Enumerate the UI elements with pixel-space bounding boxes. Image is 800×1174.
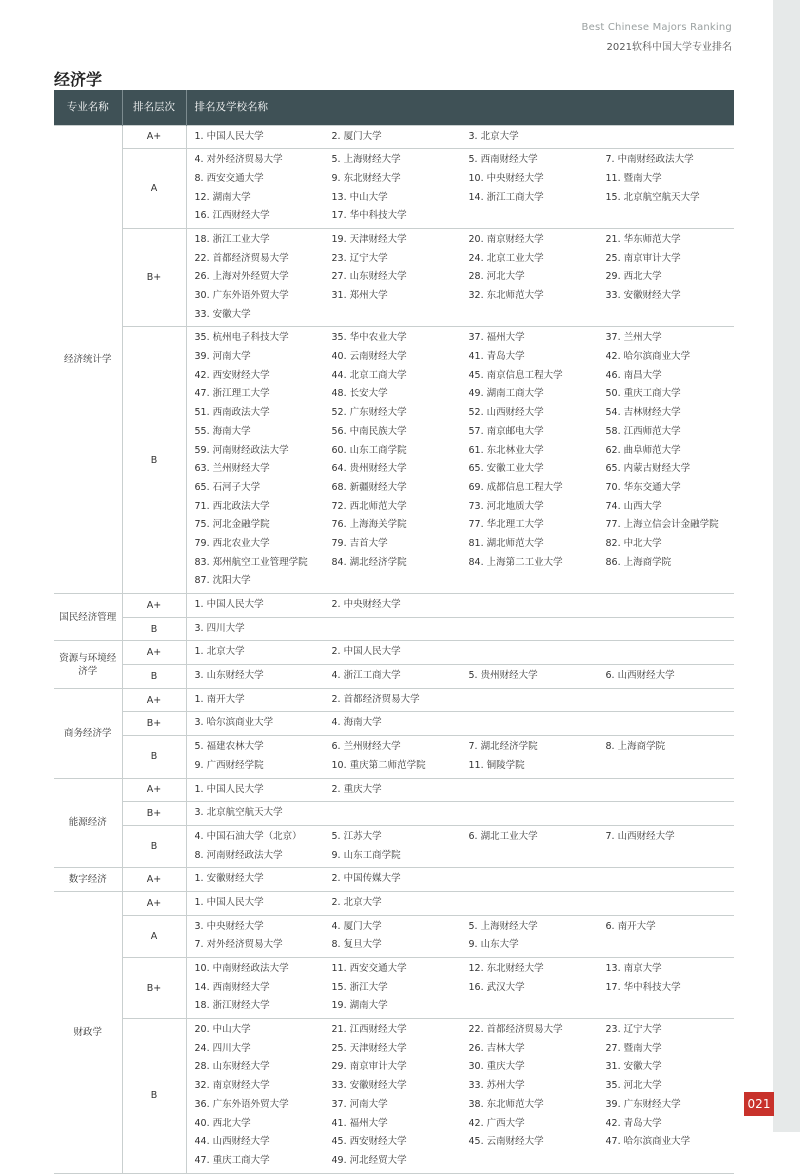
school-entry: 16. 武汉大学 xyxy=(468,981,525,993)
major-name: 能源经济 xyxy=(54,778,122,868)
school-entry: 33. 苏州大学 xyxy=(468,1080,525,1092)
table-row xyxy=(54,958,734,1019)
school-entry: 18. 浙江财经大学 xyxy=(194,1000,270,1012)
table-row xyxy=(54,125,734,149)
school-entry: 75. 河北金融学院 xyxy=(194,519,270,531)
major-name: 经济统计学 xyxy=(54,125,122,594)
school-entry: 4. 中国石油大学（北京） xyxy=(194,830,302,842)
school-list xyxy=(186,665,734,689)
tier-label: A+ xyxy=(122,594,186,618)
school-entry: 33. 安徽财经大学 xyxy=(331,1080,407,1092)
school-entry: 1. 安徽财经大学 xyxy=(194,873,264,885)
school-entry: 56. 中南民族大学 xyxy=(331,425,407,437)
school-entry: 39. 河南大学 xyxy=(194,351,251,363)
school-grid xyxy=(195,714,735,733)
tier-label: B xyxy=(122,327,186,594)
header-chinese-title: 2021软科中国大学专业排名 xyxy=(606,42,732,53)
table-row xyxy=(54,665,734,689)
major-name: 资源与环境经济学 xyxy=(54,641,122,688)
school-entry: 81. 湖北师范大学 xyxy=(468,537,544,549)
school-entry: 2. 中国传媒大学 xyxy=(331,873,401,885)
school-list xyxy=(186,149,734,229)
table-row xyxy=(54,778,734,802)
school-entry: 25. 南京审计大学 xyxy=(605,252,681,264)
header-major-name: 专业名称 xyxy=(54,90,122,125)
school-list xyxy=(186,802,734,826)
header-english-title: Best Chinese Majors Ranking xyxy=(581,22,732,33)
school-entry: 35. 河北大学 xyxy=(605,1080,662,1092)
school-entry: 7. 山西财经大学 xyxy=(605,830,675,842)
school-entry: 9. 东北财经大学 xyxy=(331,172,401,184)
school-entry: 5. 上海财经大学 xyxy=(331,154,401,166)
school-entry: 33. 安徽大学 xyxy=(194,308,251,320)
school-entry: 52. 山西财经大学 xyxy=(468,407,544,419)
school-entry: 68. 新疆财经大学 xyxy=(331,481,407,493)
school-grid xyxy=(195,828,735,865)
school-entry: 63. 兰州财经大学 xyxy=(194,463,270,475)
school-grid xyxy=(195,151,735,226)
school-grid xyxy=(195,596,735,615)
school-grid xyxy=(195,128,735,147)
tier-label: B xyxy=(122,1019,186,1174)
school-entry: 31. 郑州大学 xyxy=(331,290,388,301)
table-row xyxy=(54,327,734,594)
school-entry: 3. 北京大学 xyxy=(468,130,519,142)
school-entry: 18. 浙江工业大学 xyxy=(194,233,270,245)
major-name: 国民经济管理 xyxy=(54,594,122,641)
right-margin-strip xyxy=(773,0,800,1132)
school-list xyxy=(186,1019,734,1174)
school-grid xyxy=(195,620,735,639)
school-entry: 11. 西安交通大学 xyxy=(331,963,407,974)
school-grid xyxy=(195,667,735,686)
school-entry: 1. 中国人民大学 xyxy=(194,896,264,908)
tier-label: B xyxy=(122,617,186,641)
school-entry: 30. 广东外语外贸大学 xyxy=(194,290,289,301)
school-entry: 49. 湖南工商大学 xyxy=(468,388,544,400)
school-entry: 17. 华中科技大学 xyxy=(605,981,681,993)
school-grid xyxy=(195,918,735,955)
school-entry: 84. 上海第二工业大学 xyxy=(468,556,563,568)
school-entry: 6. 兰州财经大学 xyxy=(331,741,401,753)
table-row xyxy=(54,617,734,641)
school-entry: 29. 西北大学 xyxy=(605,271,662,283)
school-entry: 79. 吉首大学 xyxy=(331,537,388,549)
school-entry: 15. 北京航空航天大学 xyxy=(605,191,700,203)
table-row xyxy=(54,641,734,665)
school-entry: 15. 浙江大学 xyxy=(331,981,388,993)
school-entry: 36. 广东外语外贸大学 xyxy=(194,1098,289,1110)
tier-label: A+ xyxy=(122,778,186,802)
school-list xyxy=(186,327,734,594)
school-entry: 17. 华中科技大学 xyxy=(331,210,407,222)
table-row xyxy=(54,868,734,892)
school-grid xyxy=(195,1021,735,1171)
school-list xyxy=(186,688,734,712)
school-entry: 37. 河南大学 xyxy=(331,1098,388,1110)
school-grid xyxy=(195,960,735,1016)
school-entry: 29. 南京审计大学 xyxy=(331,1061,407,1073)
school-entry: 40. 西北大学 xyxy=(194,1117,251,1129)
school-entry: 35. 华中农业大学 xyxy=(331,332,407,344)
school-entry: 33. 安徽财经大学 xyxy=(605,290,681,301)
school-entry: 59. 河南财经政法大学 xyxy=(194,444,289,456)
tier-label: A+ xyxy=(122,868,186,892)
school-entry: 19. 天津财经大学 xyxy=(331,233,407,245)
school-entry: 3. 北京航空航天大学 xyxy=(194,807,283,819)
school-entry: 4. 对外经济贸易大学 xyxy=(194,154,283,166)
table-row xyxy=(54,802,734,826)
school-entry: 38. 东北师范大学 xyxy=(468,1098,544,1110)
table-row xyxy=(54,736,734,778)
school-entry: 5. 上海财经大学 xyxy=(468,920,538,932)
tier-label: B xyxy=(122,736,186,778)
school-entry: 8. 复旦大学 xyxy=(331,939,382,951)
school-entry: 5. 西南财经大学 xyxy=(468,154,538,166)
school-list xyxy=(186,594,734,618)
school-entry: 45. 西安财经大学 xyxy=(331,1136,407,1148)
school-entry: 24. 四川大学 xyxy=(194,1042,251,1054)
tier-label: A xyxy=(122,149,186,229)
school-entry: 20. 南京财经大学 xyxy=(468,233,544,245)
school-entry: 28. 山东财经大学 xyxy=(194,1061,270,1073)
school-entry: 5. 江苏大学 xyxy=(331,830,382,842)
school-entry: 30. 重庆大学 xyxy=(468,1061,525,1073)
major-name: 数字经济 xyxy=(54,868,122,892)
school-entry: 1. 中国人民大学 xyxy=(194,130,264,142)
school-entry: 60. 山东工商学院 xyxy=(331,444,407,456)
school-entry: 10. 中南财经政法大学 xyxy=(194,963,289,974)
tier-label: A+ xyxy=(122,641,186,665)
school-entry: 19. 湖南大学 xyxy=(331,1000,388,1012)
school-entry: 50. 重庆工商大学 xyxy=(605,388,681,400)
table-row xyxy=(54,594,734,618)
tier-label: B xyxy=(122,825,186,867)
school-entry: 62. 曲阜师范大学 xyxy=(605,444,681,456)
school-entry: 27. 山东财经大学 xyxy=(331,271,407,283)
school-entry: 32. 东北师范大学 xyxy=(468,290,544,301)
tier-label: B+ xyxy=(122,958,186,1019)
school-entry: 41. 青岛大学 xyxy=(468,351,525,363)
school-grid xyxy=(195,329,735,591)
school-entry: 37. 福州大学 xyxy=(468,332,525,344)
school-entry: 6. 山西财经大学 xyxy=(605,670,675,682)
school-entry: 69. 成都信息工程大学 xyxy=(468,481,563,493)
school-grid xyxy=(195,781,735,800)
school-entry: 49. 河北经贸大学 xyxy=(331,1154,407,1166)
school-entry: 2. 中国人民大学 xyxy=(331,646,401,658)
table-row xyxy=(54,228,734,326)
school-entry: 21. 华东师范大学 xyxy=(605,233,681,245)
school-entry: 13. 中山大学 xyxy=(331,191,388,203)
school-list xyxy=(186,915,734,957)
school-entry: 47. 浙江理工大学 xyxy=(194,388,270,400)
school-entry: 76. 上海海关学院 xyxy=(331,519,407,531)
school-list xyxy=(186,891,734,915)
school-entry: 3. 四川大学 xyxy=(194,622,245,634)
school-entry: 8. 河南财经政法大学 xyxy=(194,849,283,861)
school-entry: 37. 兰州大学 xyxy=(605,332,662,344)
tier-label: A xyxy=(122,915,186,957)
school-entry: 1. 南开大学 xyxy=(194,693,245,705)
school-entry: 1. 中国人民大学 xyxy=(194,783,264,795)
school-entry: 42. 广西大学 xyxy=(468,1117,525,1129)
school-entry: 4. 海南大学 xyxy=(331,717,382,729)
school-grid xyxy=(195,643,735,662)
school-entry: 10. 中央财经大学 xyxy=(468,172,544,184)
school-entry: 5. 福建农林大学 xyxy=(194,741,264,753)
school-entry: 24. 北京工业大学 xyxy=(468,252,544,264)
tier-label: B+ xyxy=(122,712,186,736)
ranking-table xyxy=(54,90,734,1174)
school-entry: 61. 东北林业大学 xyxy=(468,444,544,456)
school-list xyxy=(186,712,734,736)
table-row xyxy=(54,825,734,867)
school-entry: 48. 长安大学 xyxy=(331,388,388,400)
school-entry: 31. 安徽大学 xyxy=(605,1061,662,1073)
school-entry: 87. 沈阳大学 xyxy=(194,575,251,587)
school-entry: 32. 南京财经大学 xyxy=(194,1080,270,1092)
table-row xyxy=(54,688,734,712)
table-body xyxy=(54,125,734,1173)
school-entry: 12. 湖南大学 xyxy=(194,191,251,203)
school-entry: 65. 安徽工业大学 xyxy=(468,463,544,475)
school-entry: 27. 暨南大学 xyxy=(605,1042,662,1054)
table-row xyxy=(54,712,734,736)
school-entry: 46. 南昌大学 xyxy=(605,369,662,381)
tier-label: B xyxy=(122,665,186,689)
school-entry: 11. 铜陵学院 xyxy=(468,759,525,771)
page-number: 021 xyxy=(744,1092,774,1116)
school-entry: 3. 山东财经大学 xyxy=(194,670,264,682)
school-grid xyxy=(195,894,735,913)
tier-label: A+ xyxy=(122,125,186,149)
school-entry: 14. 西南财经大学 xyxy=(194,981,270,993)
school-grid xyxy=(195,231,735,324)
school-entry: 45. 云南财经大学 xyxy=(468,1136,544,1148)
school-entry: 1. 中国人民大学 xyxy=(194,599,264,610)
school-entry: 9. 广西财经学院 xyxy=(194,759,264,771)
school-entry: 26. 上海对外经贸大学 xyxy=(194,271,289,283)
school-grid xyxy=(195,738,735,775)
table-row xyxy=(54,149,734,229)
school-entry: 9. 山东大学 xyxy=(468,939,519,951)
school-entry: 6. 湖北工业大学 xyxy=(468,830,538,842)
school-entry: 73. 河北地质大学 xyxy=(468,500,544,512)
school-entry: 52. 广东财经大学 xyxy=(331,407,407,419)
tier-label: B+ xyxy=(122,228,186,326)
school-entry: 20. 中山大学 xyxy=(194,1024,251,1036)
tier-label: A+ xyxy=(122,891,186,915)
school-entry: 3. 哈尔滨商业大学 xyxy=(194,717,274,729)
school-entry: 23. 辽宁大学 xyxy=(331,252,388,264)
school-entry: 2. 北京大学 xyxy=(331,896,382,908)
header-tier: 排名层次 xyxy=(122,90,186,125)
school-list xyxy=(186,958,734,1019)
school-entry: 8. 上海商学院 xyxy=(605,741,666,753)
school-entry: 1. 北京大学 xyxy=(194,646,245,658)
school-entry: 65. 内蒙古财经大学 xyxy=(605,463,691,475)
school-entry: 47. 重庆工商大学 xyxy=(194,1154,270,1166)
school-entry: 40. 云南财经大学 xyxy=(331,351,407,363)
school-entry: 13. 南京大学 xyxy=(605,963,662,974)
school-entry: 12. 东北财经大学 xyxy=(468,963,544,974)
school-entry: 42. 青岛大学 xyxy=(605,1117,662,1129)
school-entry: 55. 海南大学 xyxy=(194,425,251,437)
school-entry: 21. 江西财经大学 xyxy=(331,1024,407,1036)
school-entry: 26. 吉林大学 xyxy=(468,1042,525,1054)
school-list xyxy=(186,617,734,641)
school-list xyxy=(186,228,734,326)
school-entry: 42. 哈尔滨商业大学 xyxy=(605,351,691,363)
school-entry: 28. 河北大学 xyxy=(468,271,525,283)
school-list xyxy=(186,868,734,892)
school-entry: 3. 中央财经大学 xyxy=(194,920,264,932)
school-entry: 5. 贵州财经大学 xyxy=(468,670,538,682)
school-entry: 4. 厦门大学 xyxy=(331,920,382,932)
school-entry: 71. 西北政法大学 xyxy=(194,500,270,512)
school-list xyxy=(186,641,734,665)
school-entry: 22. 首都经济贸易大学 xyxy=(194,252,289,264)
school-list xyxy=(186,125,734,149)
school-entry: 2. 厦门大学 xyxy=(331,130,382,142)
school-entry: 77. 上海立信会计金融学院 xyxy=(605,519,719,531)
school-entry: 47. 哈尔滨商业大学 xyxy=(605,1136,691,1148)
school-entry: 11. 暨南大学 xyxy=(605,172,662,184)
school-entry: 74. 山西大学 xyxy=(605,500,662,512)
table-header-row xyxy=(54,90,734,125)
school-entry: 54. 吉林财经大学 xyxy=(605,407,681,419)
school-entry: 22. 首都经济贸易大学 xyxy=(468,1024,563,1036)
school-list xyxy=(186,778,734,802)
school-list xyxy=(186,736,734,778)
school-entry: 79. 西北农业大学 xyxy=(194,537,270,549)
school-entry: 45. 南京信息工程大学 xyxy=(468,369,563,381)
school-entry: 70. 华东交通大学 xyxy=(605,481,681,493)
school-entry: 77. 华北理工大学 xyxy=(468,519,544,531)
major-name: 商务经济学 xyxy=(54,688,122,778)
school-entry: 8. 西安交通大学 xyxy=(194,172,264,184)
school-entry: 2. 重庆大学 xyxy=(331,783,382,795)
school-entry: 57. 南京邮电大学 xyxy=(468,425,544,437)
school-entry: 10. 重庆第二师范学院 xyxy=(331,759,426,771)
school-entry: 23. 辽宁大学 xyxy=(605,1024,662,1036)
tier-label: A+ xyxy=(122,688,186,712)
table-row xyxy=(54,915,734,957)
table-row xyxy=(54,891,734,915)
school-entry: 16. 江西财经大学 xyxy=(194,210,270,222)
school-entry: 42. 西安财经大学 xyxy=(194,369,270,381)
school-list xyxy=(186,825,734,867)
school-entry: 2. 首都经济贸易大学 xyxy=(331,693,420,705)
school-entry: 64. 贵州财经大学 xyxy=(331,463,407,475)
school-entry: 35. 杭州电子科技大学 xyxy=(194,332,289,344)
school-entry: 83. 郑州航空工业管理学院 xyxy=(194,556,308,568)
school-entry: 44. 山西财经大学 xyxy=(194,1136,270,1148)
school-entry: 72. 西北师范大学 xyxy=(331,500,407,512)
tier-label: B+ xyxy=(122,802,186,826)
school-entry: 65. 石河子大学 xyxy=(194,481,261,493)
school-entry: 86. 上海商学院 xyxy=(605,556,672,568)
school-entry: 6. 南开大学 xyxy=(605,920,656,932)
school-grid xyxy=(195,691,735,710)
school-entry: 84. 湖北经济学院 xyxy=(331,556,407,568)
school-entry: 58. 江西师范大学 xyxy=(605,425,681,437)
school-entry: 4. 浙江工商大学 xyxy=(331,670,401,682)
school-entry: 7. 湖北经济学院 xyxy=(468,741,538,753)
header-rank-and-school: 排名及学校名称 xyxy=(186,90,734,125)
school-entry: 7. 中南财经政法大学 xyxy=(605,154,694,166)
school-entry: 2. 中央财经大学 xyxy=(331,599,401,610)
school-entry: 39. 广东财经大学 xyxy=(605,1098,681,1110)
page-title: 经济学 xyxy=(54,70,103,89)
school-entry: 9. 山东工商学院 xyxy=(331,849,401,861)
school-entry: 44. 北京工商大学 xyxy=(331,369,407,381)
school-grid xyxy=(195,870,735,889)
school-entry: 41. 福州大学 xyxy=(331,1117,388,1129)
major-name: 财政学 xyxy=(54,891,122,1173)
school-entry: 7. 对外经济贸易大学 xyxy=(194,939,283,951)
table-row xyxy=(54,1019,734,1174)
school-entry: 51. 西南政法大学 xyxy=(194,407,270,419)
school-grid xyxy=(195,804,735,823)
school-entry: 25. 天津财经大学 xyxy=(331,1042,407,1054)
school-entry: 14. 浙江工商大学 xyxy=(468,191,544,203)
school-entry: 82. 中北大学 xyxy=(605,537,662,549)
